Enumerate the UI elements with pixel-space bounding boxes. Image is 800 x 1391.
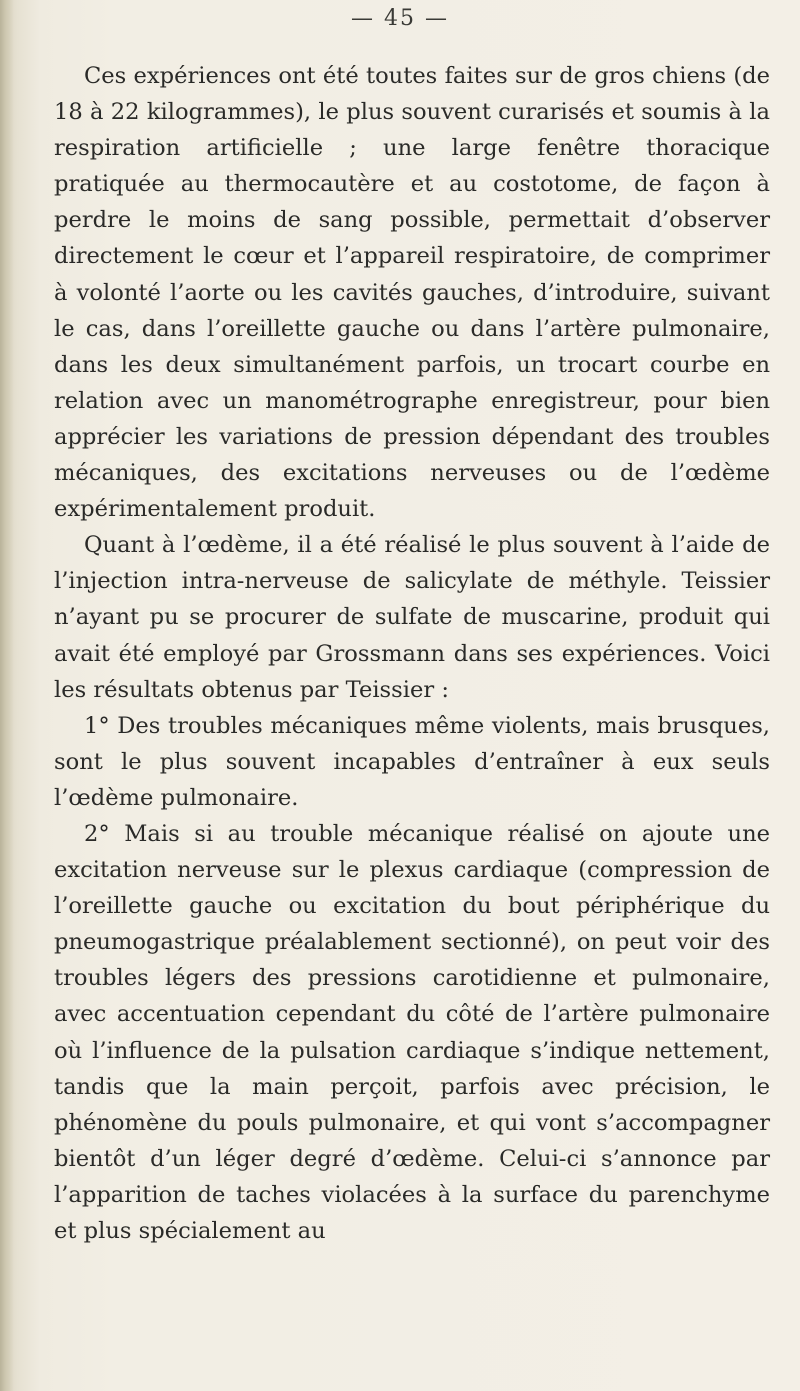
binding-shadow — [0, 0, 14, 1391]
paragraph-experiments: Ces expériences ont été toutes faites sur de gros chiens (de 18 à 22 kilogrammes), le plus souvent curarisés et soumis à la respiration artificielle ; une large fenêtre thoracique pratiquée au thermocautère et au costotome, de façon à perdre le moins de sang possible, permettait d’observer directement le cœur et l’appareil respiratoire, de comprimer à volonté l’aorte ou les cavités gauches, d’introduire, suivant le cas, dans l’oreillette gauche ou dans l’artère pulmonaire, dans les deux simultanément parfois, un trocart courbe en relation avec un manométrographe enregistreur, pour bien apprécier les variations de pression dépendant des troubles mécaniques, des excitations nerveuses ou de l’œdème expérimentalement produit. — [54, 63, 770, 523]
paragraph-result-2: 2° Mais si au trouble mécanique réalisé on ajoute une excitation nerveuse sur le plexus cardiaque (compression de l’oreillette gauche ou excitation du bout périphérique du pneumogastrique préalablement sectionné), on peut voir des troubles légers des pressions carotidienne et pulmonaire, avec accentuation cependant du côté de l’artère pulmonaire où l’influence de la pulsation cardiaque s’indique nettement, tandis que la main perçoit, parfois avec précision, le phénomène du pouls pulmonaire, et qui vont s’accompagner bientôt d’un léger degré d’œdème. Celui-ci s’annonce par l’apparition de taches violacées à la surface du parenchyme et plus spécialement au — [54, 820, 770, 1244]
paragraph-result-1: 1° Des troubles mécaniques même violents, mais brusques, sont le plus souvent incapables d’entraîner à eux seuls l’œdème pulmonaire. — [54, 712, 770, 811]
page-number: — 45 — — [351, 6, 449, 31]
paragraph-oedema: Quant à l’œdème, il a été réalisé le plus souvent à l’aide de l’injection intra-nerveuse de salicylate de méthyle. Teissier n’ayant pu se procurer de sulfate de muscarine, produit qui avait été employé par Grossmann dans ses expériences. Voici les résultats obtenus par Teissier : — [54, 532, 770, 703]
body-text — [54, 58, 770, 1249]
